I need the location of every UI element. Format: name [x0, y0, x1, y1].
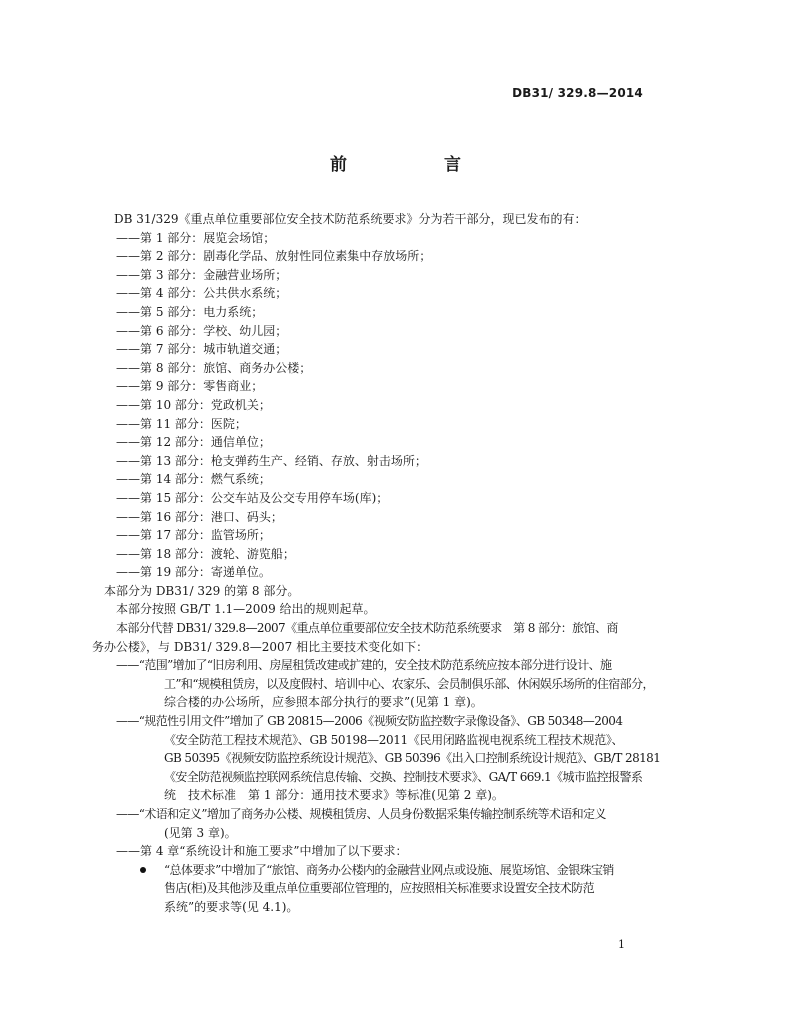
intro-paragraph: DB 31/329《重点单位重要部位安全技术防范系统要求》分为若干部分，现已发布的有：: [114, 212, 587, 226]
change-references-line5: 统 技术标准 第 1 部分：通用技术要求》等标准(见第 2 章)。: [164, 788, 504, 803]
list-item: ——第 19 部分：寄递单位。: [116, 565, 271, 580]
page-number: 1: [618, 938, 625, 951]
bullet-general-requirements-line2: 售店(柜)及其他涉及重点单位重要部位管理的，应按照相关标准要求设置安全技术防范: [164, 881, 594, 896]
list-item: ——第 2 部分：剧毒化学品、放射性同位素集中存放场所；: [116, 249, 432, 264]
list-item: ——第 8 部分：旅馆、商务办公楼；: [116, 360, 312, 375]
change-terms-line1: ——“术语和定义”增加了商务办公楼、规模租赁房、人员身份数据采集传输控制系统等术语和定义: [116, 807, 606, 821]
list-item: ——第 17 部分：监管场所；: [116, 528, 271, 543]
list-item: ——第 15 部分：公交车站及公交专用停车场(库)；: [116, 490, 389, 505]
parts-list: [116, 229, 648, 582]
list-item: ——第 7 部分：城市轨道交通；: [116, 342, 288, 357]
change-terms-line2: (见第 3 章)。: [164, 825, 237, 840]
list-item: ——第 3 部分：金融营业场所；: [116, 267, 288, 282]
statement-drafting-rules: 本部分按照 GB/T 1.1—2009 给出的规则起草。: [116, 602, 376, 617]
list-item: ——第 1 部分：展览会场馆；: [116, 230, 276, 245]
list-item: ——第 16 部分：港口、码头；: [116, 509, 283, 524]
list-item: ——第 18 部分：渡轮、游览船；: [116, 546, 295, 561]
change-references-line1: ——“规范性引用文件”增加了 GB 20815—2006《视频安防监控数字录像设备》、GB 50348—2004: [116, 714, 623, 729]
standard-number: DB31/ 329.8—2014: [512, 86, 643, 100]
statement-replaces-line1: 本部分代替 DB31/ 329.8—2007《重点单位重要部位安全技术防范系统要求 第 8 部分：旅馆、商: [116, 621, 618, 636]
bullet-general-requirements-line3: 系统”的要求等(见 4.1)。: [164, 899, 299, 914]
change-scope-line1: ——“范围”增加了“旧房利用、房屋租赁改建或扩建的，安全技术防范系统应按本部分进行设计、施: [116, 658, 612, 673]
change-references-line3: GB 50395《视频安防监控系统设计规范》、GB 50396《出入口控制系统设计规范》、GB/T 28181: [164, 751, 661, 766]
list-item: ——第 6 部分：学校、幼儿园；: [116, 323, 288, 338]
statement-replaces-line2: 务办公楼》，与 DB31/ 329.8—2007 相比主要技术变化如下：: [92, 639, 429, 654]
change-chapter4-line1: ——第 4 章“系统设计和施工要求”中增加了以下要求：: [116, 844, 408, 859]
changes-list: [116, 656, 661, 916]
foreword-body: [92, 210, 661, 917]
list-item: ——第 11 部分：医院；: [116, 416, 247, 431]
bullet-icon: [140, 867, 146, 873]
change-scope-line2: 工”和“规模租赁房，以及度假村、培训中心、农家乐、会员制俱乐部、休闲娱乐场所的住宿部分，: [164, 676, 654, 691]
list-item: ——第 14 部分：燃气系统；: [116, 472, 271, 487]
change-scope-line3: 综合楼的办公场所，应参照本部分执行的要求”(见第 1 章)。: [164, 695, 483, 710]
list-item: ——第 9 部分：零售商业；: [116, 379, 264, 394]
list-item: ——第 10 部分：党政机关；: [116, 397, 271, 412]
page-title: 前 言: [330, 155, 501, 175]
statement-part-number: 本部分为 DB31/ 329 的第 8 部分。: [104, 583, 300, 598]
bullet-text: “总体要求”中增加了“旅馆、商务办公楼内的金融营业网点或设施、展览场馆、金银珠宝销: [164, 862, 614, 877]
list-item: ——第 12 部分：通信单位；: [116, 435, 271, 450]
change-references-line4: 《安全防范视频监控联网系统信息传输、交换、控制技术要求》、GA/T 669.1《城市监控报警系: [164, 769, 643, 784]
change-references-line2: 《安全防范工程技术规范》、GB 50198—2011《民用闭路监视电视系统工程技术规范》、: [164, 732, 624, 747]
list-item: ——第 4 部分：公共供水系统；: [116, 286, 288, 301]
list-item: ——第 13 部分：枪支弹药生产、经销、存放、射击场所；: [116, 453, 427, 468]
bullet-general-requirements-line1: [116, 861, 648, 880]
list-item: ——第 5 部分：电力系统；: [116, 304, 264, 319]
